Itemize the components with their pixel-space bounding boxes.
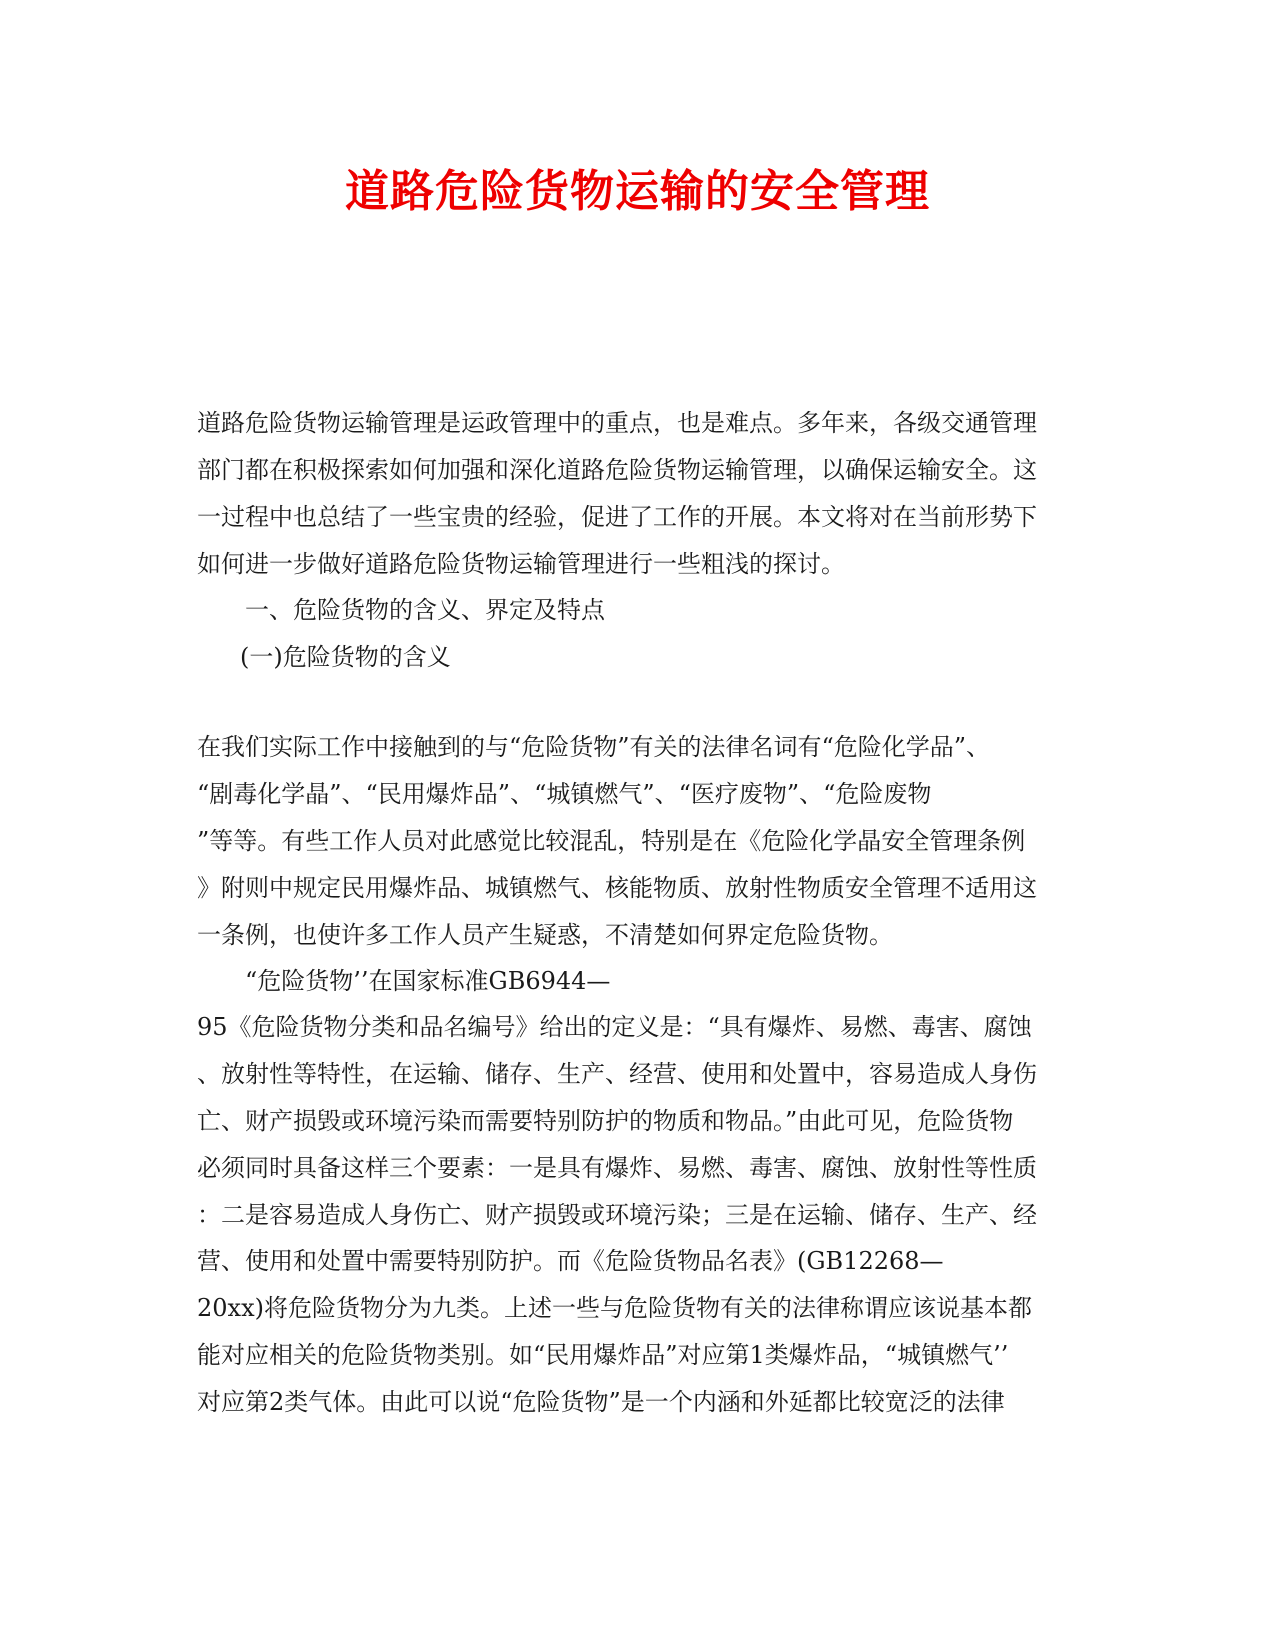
- body-line-4: 如何进一步做好道路危险货物运输管理进行一些粗浅的探讨。: [197, 550, 845, 578]
- body-line-11: 95《危险货物分类和品名编号》给出的定义是：“具有爆炸、易燃、毒害、腐蚀: [197, 1013, 1032, 1041]
- body-line-1: 道路危险货物运输管理是运政管理中的重点，也是难点。多年来，各级交通管理: [197, 409, 1037, 437]
- subsection-heading-1: (一)危险货物的含义: [240, 643, 451, 671]
- body-line-5: 在我们实际工作中接触到的与“危险货物”有关的法律名词有“危险化学品”、: [197, 733, 991, 761]
- body-line-13: 亡、财产损毁或环境污染而需要特别防护的物质和物品。”由此可见，危险货物: [197, 1107, 1014, 1135]
- body-line-9: 一条例，也使许多工作人员产生疑惑，不清楚如何界定危险货物。: [197, 921, 893, 949]
- body-line-2: 部门都在积极探索如何加强和深化道路危险货物运输管理，以确保运输安全。这: [197, 456, 1037, 484]
- body-line-12: 、放射性等特性，在运输、储存、生产、经营、使用和处置中，容易造成人身伤: [197, 1060, 1037, 1088]
- body-line-8: 》附则中规定民用爆炸品、城镇燃气、核能物质、放射性物质安全管理不适用这: [197, 874, 1037, 902]
- body-line-6: “剧毒化学晶”、“民用爆炸品”、“城镇燃气”、“医疗废物”、“危险废物: [197, 780, 932, 808]
- section-heading-1: 一、危险货物的含义、界定及特点: [245, 596, 605, 624]
- body-line-10: “危险货物’’在国家标准GB6944—: [245, 967, 611, 995]
- body-line-18: 能对应相关的危险货物类别。如“民用爆炸品”对应第1类爆炸品，“城镇燃气’’: [197, 1341, 1009, 1369]
- body-line-3: 一过程中也总结了一些宝贵的经验，促进了工作的开展。本文将对在当前形势下: [197, 503, 1037, 531]
- body-line-19: 对应第2类气体。由此可以说“危险货物”是一个内涵和外延都比较宽泛的法律: [197, 1388, 1005, 1416]
- body-line-7: ”等等。有些工作人员对此感觉比较混乱，特别是在《危险化学晶安全管理条例: [197, 827, 1026, 855]
- body-line-15: ：二是容易造成人身伤亡、财产损毁或环境污染；三是在运输、储存、生产、经: [197, 1201, 1037, 1229]
- body-line-17: 20xx)将危险货物分为九类。上述一些与危险货物有关的法律称谓应该说基本都: [197, 1294, 1032, 1322]
- body-line-16: 营、使用和处置中需要特别防护。而《危险货物品名表》(GB12268—: [197, 1247, 944, 1275]
- document-title: 道路危险货物运输的安全管理: [345, 166, 930, 217]
- body-line-14: 必须同时具备这样三个要素：一是具有爆炸、易燃、毒害、腐蚀、放射性等性质: [197, 1154, 1037, 1182]
